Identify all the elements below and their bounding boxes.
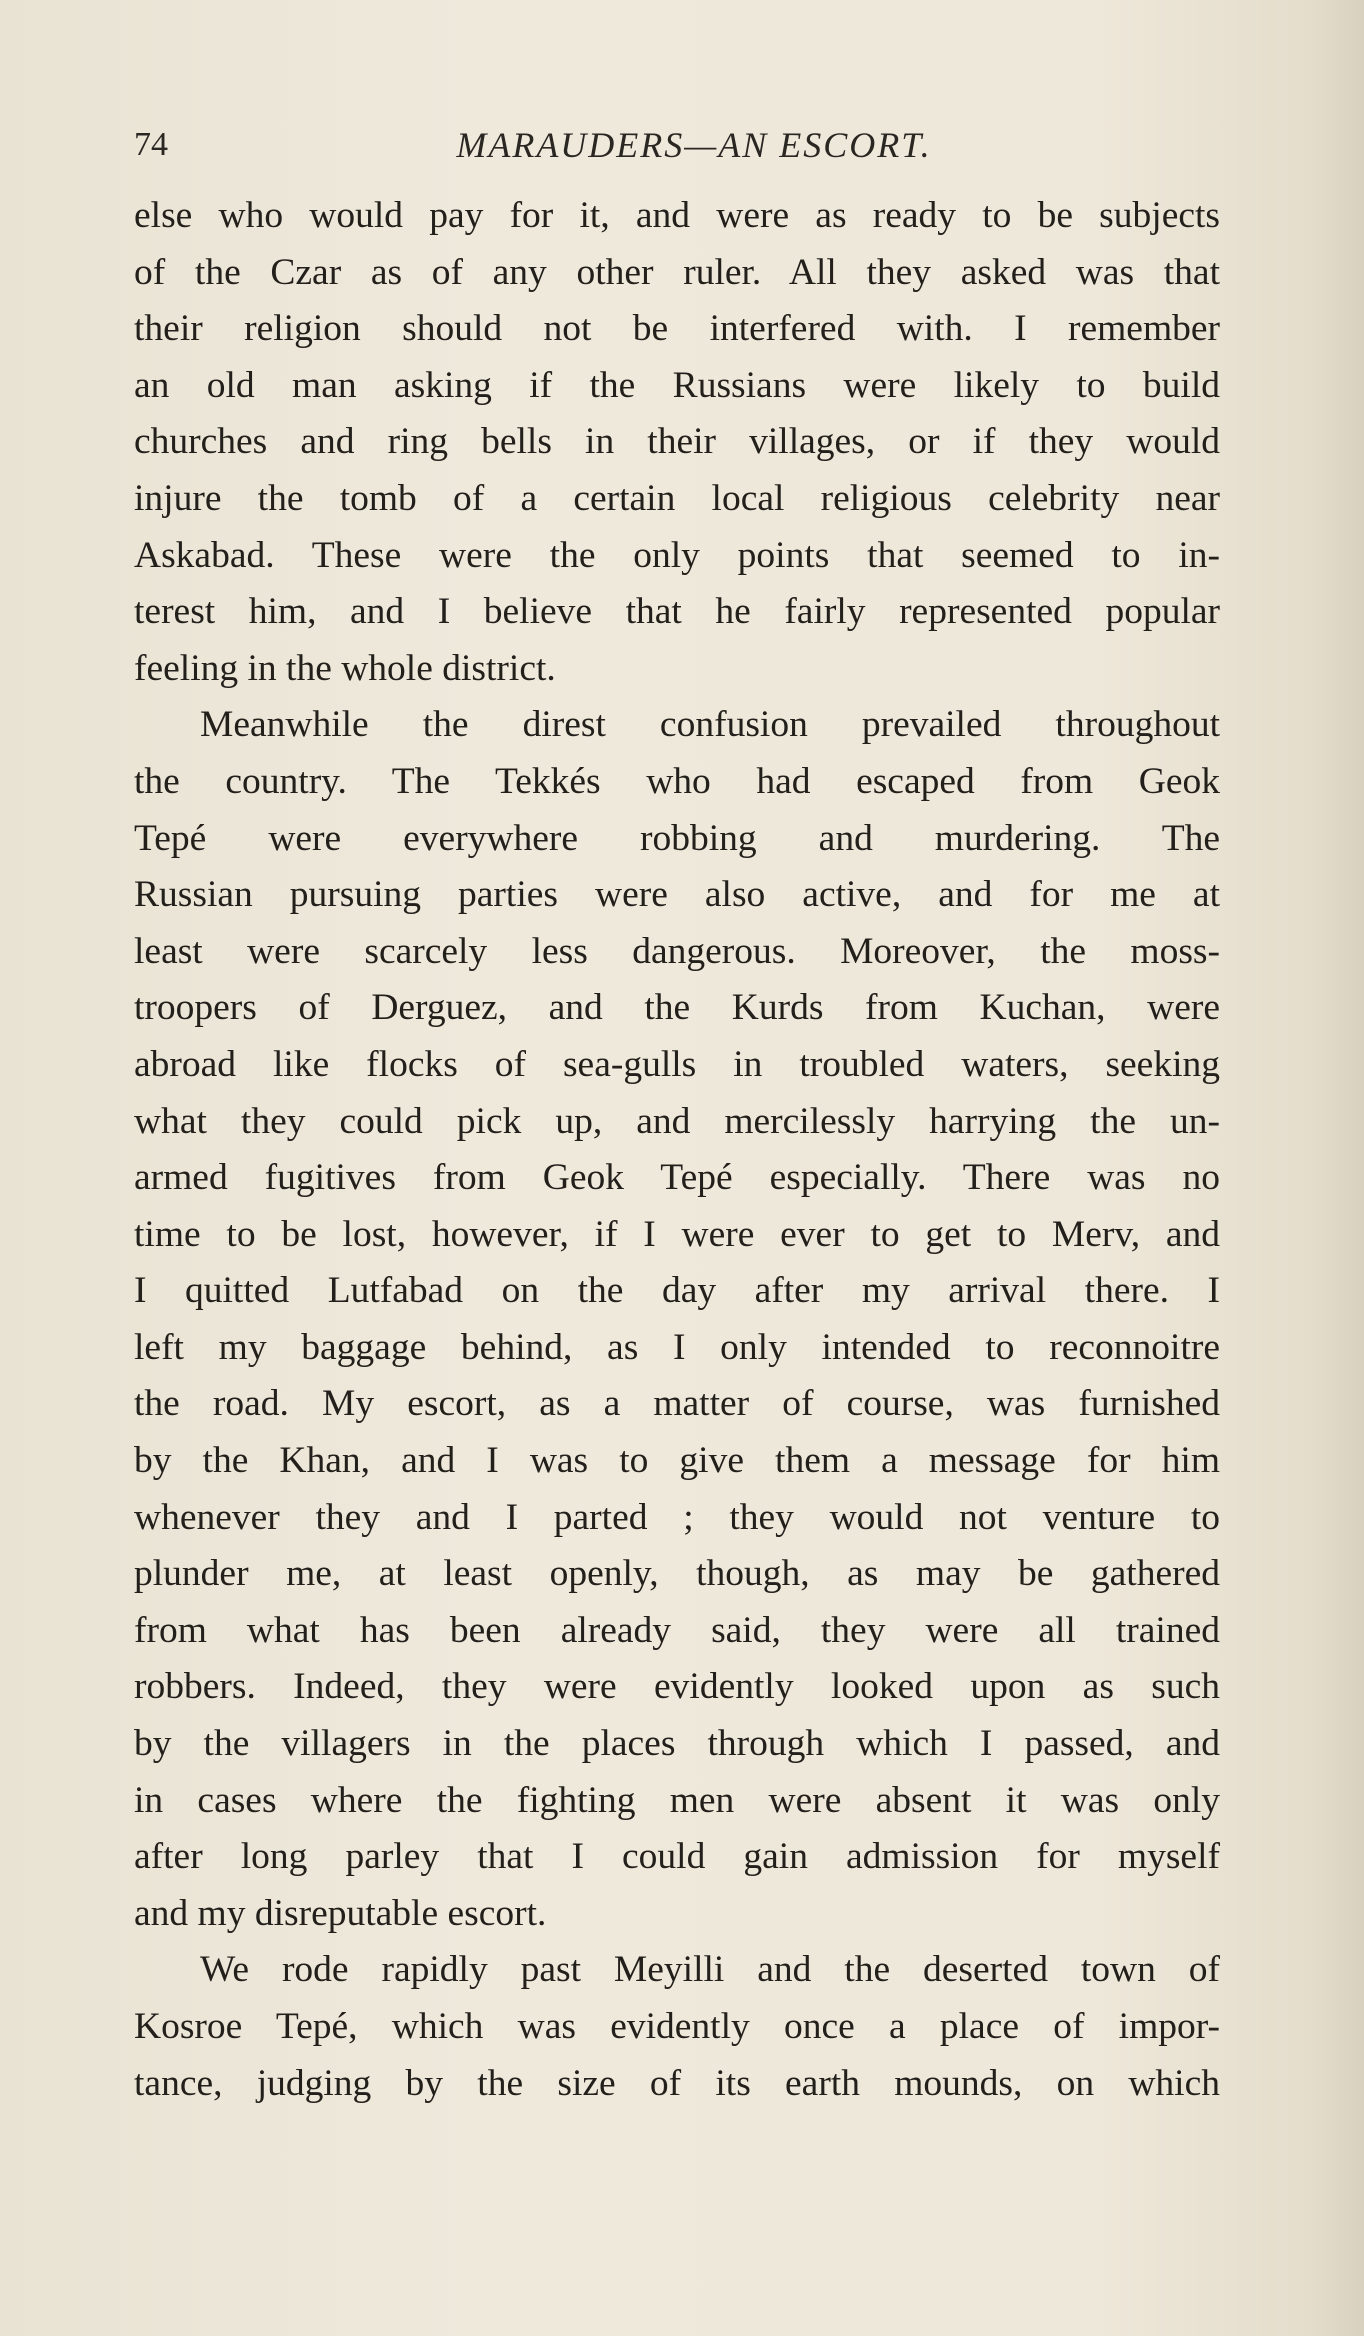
text-line: troopers of Derguez, and the Kurds from Kuchan, were bbox=[134, 987, 1220, 1029]
text-line: from what has been already said, they were all trained bbox=[134, 1609, 1220, 1651]
paragraph-start-line: Meanwhile the direst confusion prevailed throughout bbox=[200, 704, 1220, 746]
text-line: else who would pay for it, and were as ready to be subjects bbox=[134, 195, 1220, 236]
text-line: Kosroe Tepé, which was evidently once a place of impor- bbox=[134, 2006, 1220, 2047]
text-line: what they could pick up, and mercilessly harrying the un- bbox=[134, 1100, 1220, 1142]
text-line: tance, judging by the size of its earth mounds, on which bbox=[134, 2062, 1220, 2104]
text-line: by the Khan, and I was to give them a message for him bbox=[134, 1440, 1220, 1482]
text-line: after long parley that I could gain admission for myself bbox=[134, 1836, 1220, 1878]
text-line: abroad like flocks of sea-gulls in troubled waters, seeking bbox=[134, 1043, 1220, 1085]
text-line: an old man asking if the Russians were likely to build bbox=[134, 364, 1220, 406]
text-line: terest him, and I believe that he fairly represented popular bbox=[134, 591, 1220, 633]
text-line: time to be lost, however, if I were ever to get to Merv, and bbox=[134, 1213, 1220, 1255]
text-line: robbers. Indeed, they were evidently looked upon as such bbox=[134, 1666, 1220, 1708]
text-line: feeling in the whole district. bbox=[134, 647, 556, 689]
text-line: their religion should not be interfered with. I remember bbox=[134, 308, 1220, 350]
text-line: plunder me, at least openly, though, as may be gathered bbox=[134, 1553, 1220, 1595]
text-line: injure the tomb of a certain local religious celebrity near bbox=[134, 477, 1220, 519]
running-head bbox=[134, 120, 1194, 170]
body-text bbox=[134, 188, 1220, 2112]
text-line: churches and ring bells in their villages, or if they would bbox=[134, 421, 1220, 463]
text-line: whenever they and I parted ; they would not venture to bbox=[134, 1496, 1220, 1538]
text-line: in cases where the fighting men were absent it was only bbox=[134, 1779, 1220, 1821]
page-number: 74 bbox=[134, 126, 168, 163]
text-line: Tepé were everywhere robbing and murdering. The bbox=[134, 817, 1220, 859]
text-line: Askabad. These were the only points that seemed to in- bbox=[134, 534, 1220, 576]
text-line: armed fugitives from Geok Tepé especially. There was no bbox=[134, 1157, 1220, 1199]
text-line: the country. The Tekkés who had escaped from Geok bbox=[134, 760, 1220, 802]
text-line: Russian pursuing parties were also active, and for me at bbox=[134, 874, 1220, 916]
paragraph-start-line: We rode rapidly past Meyilli and the deserted town of bbox=[200, 1949, 1220, 1991]
running-title: MARAUDERS—AN ESCORT. bbox=[456, 125, 932, 165]
text-line: least were scarcely less dangerous. Moreover, the moss- bbox=[134, 930, 1220, 972]
text-line: of the Czar as of any other ruler. All they asked was that bbox=[134, 251, 1220, 293]
text-line: the road. My escort, as a matter of course, was furnished bbox=[134, 1383, 1220, 1425]
text-line: I quitted Lutfabad on the day after my arrival there. I bbox=[134, 1270, 1220, 1312]
text-line: and my disreputable escort. bbox=[134, 1892, 547, 1934]
text-line: by the villagers in the places through which I passed, and bbox=[134, 1723, 1220, 1765]
text-line: left my baggage behind, as I only intended to reconnoitre bbox=[134, 1326, 1220, 1368]
